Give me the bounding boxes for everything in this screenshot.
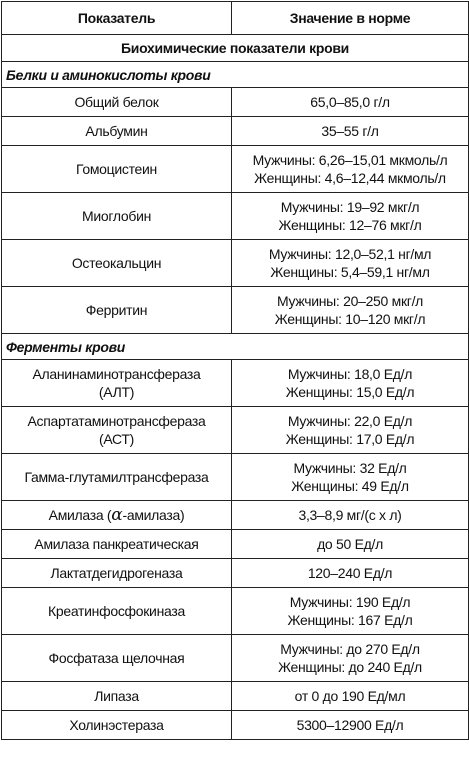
indicator-name [2,193,232,240]
normal-value [232,559,469,588]
cell-line: Лактатдегидрогеназа [50,565,183,581]
cell-line: 65,0–85,0 г/л [310,94,390,110]
indicator-name [2,501,232,530]
cell-line: Женщины: 12–76 мкг/л [278,217,422,233]
cell-line: (АСТ) [98,431,135,447]
normal-value [232,146,469,193]
cell-line: Женщины: 167 Ед/л [287,612,413,628]
cell-line: до 50 Ед/л [317,536,383,552]
section-title: Белки и аминокислоты крови [2,62,469,88]
table-row [2,117,469,146]
cell-line: Альбумин [85,123,148,139]
normal-value [232,501,469,530]
normal-value [232,711,469,740]
cell-line: Амилаза (α-амилаза) [48,505,185,525]
cell-line: Мужчины: 12,0–52,1 нг/мл [268,246,432,262]
indicator-name [2,88,232,117]
table-row [2,588,469,635]
indicator-name [2,635,232,682]
normal-value [232,287,469,334]
normal-value [232,117,469,146]
band-title: Биохимические показатели крови [2,35,469,62]
section-title: Ферменты крови [2,334,469,360]
table-row [2,88,469,117]
cell-line: Аланинаминотрансфераза [32,366,201,382]
indicator-name [2,588,232,635]
indicator-name [2,711,232,740]
band-row [2,35,469,62]
cell-line: Женщины: до 240 Ед/л [278,659,422,675]
cell-line: Женщины: 4,6–12,44 мкмоль/л [254,170,446,186]
header-normal-value: Значение в норме [232,2,469,35]
normal-value [232,88,469,117]
cell-line: Креатинфосфокиназа [48,603,185,619]
indicator-name [2,117,232,146]
cell-line: Ферритин [85,302,148,318]
table-row [2,454,469,501]
cell-line: Мужчины: 32 Ед/л [293,460,407,476]
cell-line: Миоглобин [81,208,152,224]
cell-line: Липаза [94,688,139,704]
cell-line: Женщины: 15,0 Ед/л [285,384,415,400]
cell-line: Женщины: 17,0 Ед/л [285,431,415,447]
cell-line: Мужчины: 6,26–15,01 мкмоль/л [252,152,448,168]
indicator-name [2,559,232,588]
header-row [2,2,469,35]
cell-line: Амилаза панкреатическая [34,536,199,552]
alpha-symbol: α [111,505,123,525]
table-row [2,635,469,682]
normal-value [232,240,469,287]
cell-line: 35–55 г/л [321,123,379,139]
table-row [2,287,469,334]
cell-line: Мужчины: 19–92 мкг/л [280,199,420,215]
section-row [2,62,469,88]
table-row [2,711,469,740]
cell-line: Аспартатаминотрансфераза [27,413,206,429]
cell-line: от 0 до 190 Ед/мл [294,688,406,704]
cell-line: Мужчины: 22,0 Ед/л [287,413,413,429]
cell-line: Мужчины: 18,0 Ед/л [287,366,413,382]
cell-line: Женщины: 49 Ед/л [291,478,409,494]
indicator-name [2,360,232,407]
normal-value [232,407,469,454]
cell-line: Мужчины: до 270 Ед/л [280,641,420,657]
table-row [2,407,469,454]
indicator-name [2,287,232,334]
indicator-name [2,530,232,559]
normal-value [232,360,469,407]
table-row [2,530,469,559]
table-row [2,682,469,711]
table-row [2,146,469,193]
cell-line: (АЛТ) [98,384,135,400]
indicator-name [2,407,232,454]
cell-line: Холинэстераза [69,717,164,733]
table-row [2,360,469,407]
normal-value [232,530,469,559]
cell-line: Гомоцистеин [76,161,157,177]
normal-value [232,588,469,635]
indicator-name [2,146,232,193]
normal-value [232,454,469,501]
table-row [2,193,469,240]
table-row [2,559,469,588]
cell-line: Женщины: 10–120 мкг/л [274,311,426,327]
cell-line: Остеокальцин [71,255,162,271]
cell-line: Фосфатаза щелочная [48,650,185,666]
indicator-name [2,682,232,711]
reference-table [1,1,469,740]
normal-value [232,193,469,240]
normal-value [232,635,469,682]
cell-line: Гамма-глутамилтрансфераза [24,469,209,485]
cell-line: 3,3–8,9 мг/(с х л) [298,507,402,523]
cell-line: 5300–12900 Ед/л [296,717,404,733]
table-row [2,240,469,287]
section-row [2,334,469,360]
header-indicator: Показатель [2,2,232,35]
table-row [2,501,469,530]
cell-line: 120–240 Ед/л [307,565,393,581]
indicator-name [2,240,232,287]
cell-line: Мужчины: 20–250 мкг/л [276,293,424,309]
cell-line: Мужчины: 190 Ед/л [289,594,411,610]
cell-line: Женщины: 5,4–59,1 нг/мл [270,264,430,280]
cell-line: Общий белок [74,94,159,110]
indicator-name [2,454,232,501]
normal-value [232,682,469,711]
